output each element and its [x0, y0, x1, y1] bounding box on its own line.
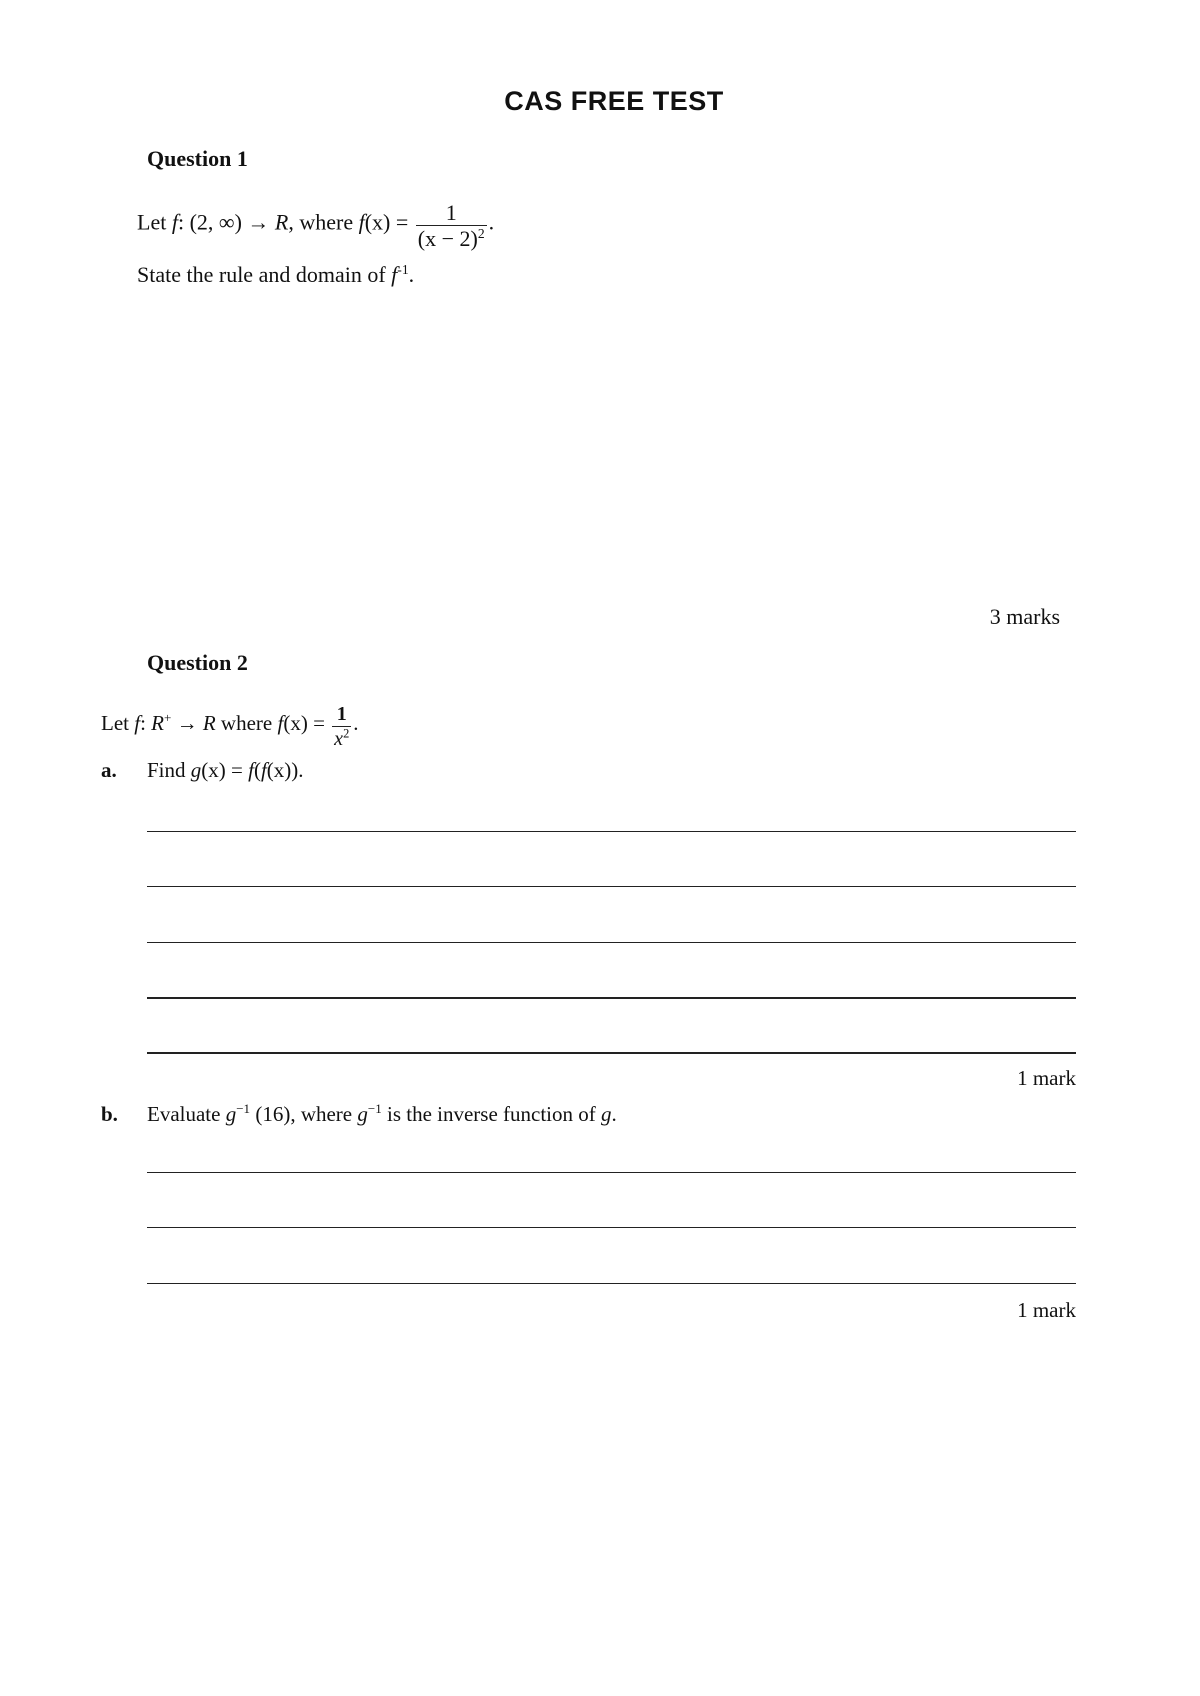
question-2-heading: Question 2: [147, 650, 248, 675]
part-a-question: [147, 758, 304, 783]
q2-arrow: →: [176, 710, 198, 735]
q2-frac-den-base: x: [334, 728, 344, 750]
q2-R1-sup: +: [164, 710, 172, 726]
part-a-f1: f: [248, 758, 254, 782]
answer-line[interactable]: [147, 1172, 1076, 1173]
part-b-g3: g: [601, 1102, 612, 1126]
page-title: CAS FREE TEST: [504, 86, 724, 116]
q2-period: .: [353, 710, 359, 735]
part-b-g2-exp: −1: [367, 1101, 382, 1117]
answer-line[interactable]: [147, 997, 1076, 999]
q1-R: R: [274, 209, 289, 235]
q2-frac-den-exp: 2: [343, 726, 350, 741]
q2-fx-arg: (x) =: [283, 710, 325, 735]
q2-R2: R: [202, 710, 216, 735]
q1-period: .: [488, 209, 495, 235]
part-b-g1: g: [225, 1102, 237, 1126]
q2-where: where: [220, 710, 273, 735]
q2-fraction: [332, 703, 351, 751]
part-a-g: g: [190, 758, 202, 782]
q1-where: , where: [288, 209, 354, 235]
part-a-find: Find: [147, 758, 186, 782]
q2-colon: :: [140, 710, 146, 735]
q2-frac-numerator: 1: [332, 703, 351, 727]
q2-frac-denominator: [332, 727, 351, 751]
q2-fx: f: [277, 710, 284, 735]
answer-line[interactable]: [147, 1227, 1076, 1228]
question-1-heading: Question 1: [147, 146, 248, 171]
part-b-g2: g: [357, 1102, 368, 1126]
part-b-rest: is the inverse function of: [386, 1102, 596, 1126]
question-1-instruction: [137, 262, 414, 288]
q1-line2-end: .: [408, 262, 415, 287]
q1-fraction: [416, 200, 487, 253]
question-1-statement: [137, 198, 494, 251]
part-a-rest: (x)).: [266, 758, 304, 782]
q1-mapping: : (2, ∞) →: [177, 209, 270, 235]
q1-frac-numerator: 1: [416, 200, 487, 226]
part-b-label: b.: [101, 1102, 118, 1126]
part-b-arg: (16), where: [255, 1102, 353, 1126]
part-a-label: a.: [101, 758, 117, 782]
answer-line[interactable]: [147, 831, 1076, 832]
q1-let: Let: [137, 209, 167, 235]
part-a-marks: 1 mark: [1017, 1066, 1076, 1090]
q2-let: Let: [101, 710, 129, 735]
answer-line[interactable]: [147, 942, 1076, 943]
part-b-g1-exp: −1: [236, 1101, 251, 1117]
part-a-open: (: [253, 758, 261, 782]
part-b-evaluate: Evaluate: [147, 1102, 221, 1126]
part-b-question: [147, 1102, 617, 1127]
answer-line[interactable]: [147, 1052, 1076, 1054]
q1-frac-den-base: (x − 2): [417, 226, 478, 252]
answer-line[interactable]: [147, 886, 1076, 887]
q1-fx-arg: (x) =: [364, 209, 409, 235]
q2-R1: R: [151, 710, 164, 735]
part-b-end: .: [611, 1102, 617, 1126]
q2-f: f: [134, 710, 141, 735]
q1-fx: f: [358, 209, 365, 235]
q1-line2-text: State the rule and domain of: [137, 262, 386, 287]
q1-frac-den-exp: 2: [477, 226, 485, 242]
q1-line2-f: f: [391, 262, 398, 287]
question-1-marks: 3 marks: [989, 604, 1060, 629]
q1-line2-exp: -1: [397, 261, 409, 277]
q1-f: f: [171, 209, 178, 235]
part-a-gx: (x) =: [201, 758, 243, 782]
answer-line[interactable]: [147, 1283, 1076, 1284]
part-b-marks: 1 mark: [1017, 1298, 1076, 1322]
q1-frac-denominator: [416, 226, 487, 252]
question-2-statement: [101, 701, 359, 749]
part-a-f2: f: [260, 758, 267, 782]
